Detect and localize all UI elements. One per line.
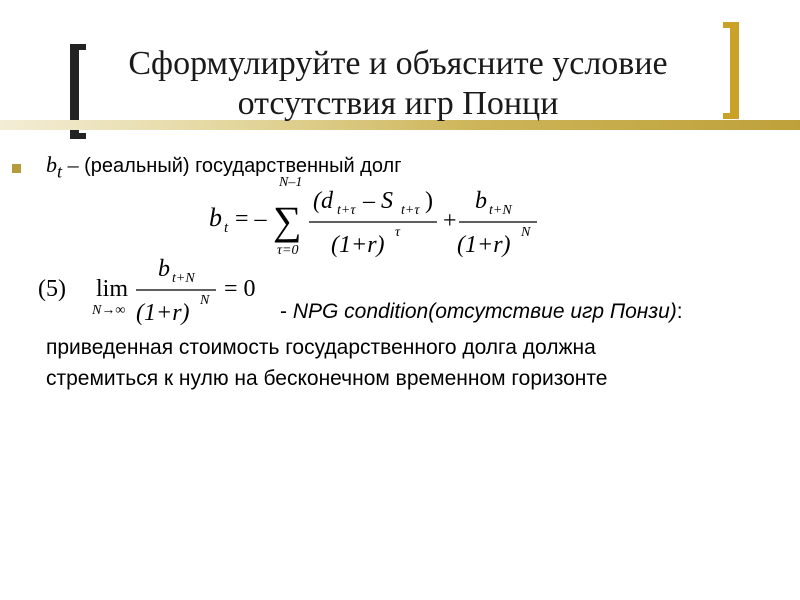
- f1-num-sub1: t+τ: [337, 203, 356, 218]
- f1-num-sub2: t+τ: [401, 203, 420, 218]
- slide-title-line-1: Сформулируйте и объясните условие: [128, 45, 668, 82]
- formula-npg-svg: [34, 254, 284, 330]
- slide-title-line-2: отсутствия игр Понци: [237, 85, 559, 122]
- f1-lhs: b: [209, 203, 222, 232]
- bullet-square-icon: [12, 164, 21, 173]
- explanation-text: [46, 332, 776, 394]
- f3-num: b: [158, 256, 170, 282]
- f3-lim-sub: N→∞: [92, 303, 126, 318]
- f3-den-exp: N: [200, 293, 210, 308]
- f3-den: (1+r): [136, 300, 190, 326]
- f1-equals: = –: [235, 206, 267, 232]
- explanation-line-2: стремиться к нулю на бесконечном временном горизонте: [46, 367, 608, 390]
- f2-den-exp: N: [521, 225, 531, 240]
- f2-num: b: [475, 188, 487, 214]
- f3-label: (5): [38, 276, 66, 302]
- npg-condition-line: [280, 300, 683, 324]
- definition-text: (реальный) государственный долг: [78, 155, 402, 177]
- explanation-line-1: приведенная стоимость государственного долга должна: [46, 336, 596, 359]
- npg-prefix: -: [280, 300, 293, 323]
- f1-num: (d: [313, 188, 333, 214]
- f3-rhs: = 0: [224, 276, 256, 302]
- npg-condition: NPG condition(отсутствие игр Понзи): [292, 300, 677, 323]
- npg-suffix: :: [676, 300, 683, 323]
- f2-num-sub: t+N: [489, 203, 512, 218]
- f1-den: (1+r): [331, 232, 385, 258]
- f1-num-minus: – S: [363, 188, 393, 214]
- slide-title: [88, 44, 708, 124]
- formula-npg: [34, 254, 284, 335]
- f1-sum-symbol: ∑: [273, 198, 302, 243]
- f3-lim: lim: [96, 276, 129, 302]
- f1-sum-lower: τ=0: [277, 243, 299, 258]
- f3-num-sub: t+N: [172, 271, 195, 286]
- definition-dash: –: [67, 152, 79, 177]
- definition-symbol: b: [46, 152, 57, 177]
- f1-sum-upper: N–1: [279, 175, 303, 190]
- f1-num-close: ): [425, 188, 433, 214]
- f1-lhs-sub: t: [224, 220, 229, 236]
- formula-debt: [205, 172, 545, 267]
- f1-plus: +: [443, 208, 457, 234]
- f2-den: (1+r): [457, 232, 511, 258]
- formula-debt-svg: [205, 172, 545, 262]
- title-bracket-right: [723, 22, 739, 119]
- f1-den-exp: τ: [395, 225, 401, 240]
- definition-symbol-sub: t: [57, 161, 63, 182]
